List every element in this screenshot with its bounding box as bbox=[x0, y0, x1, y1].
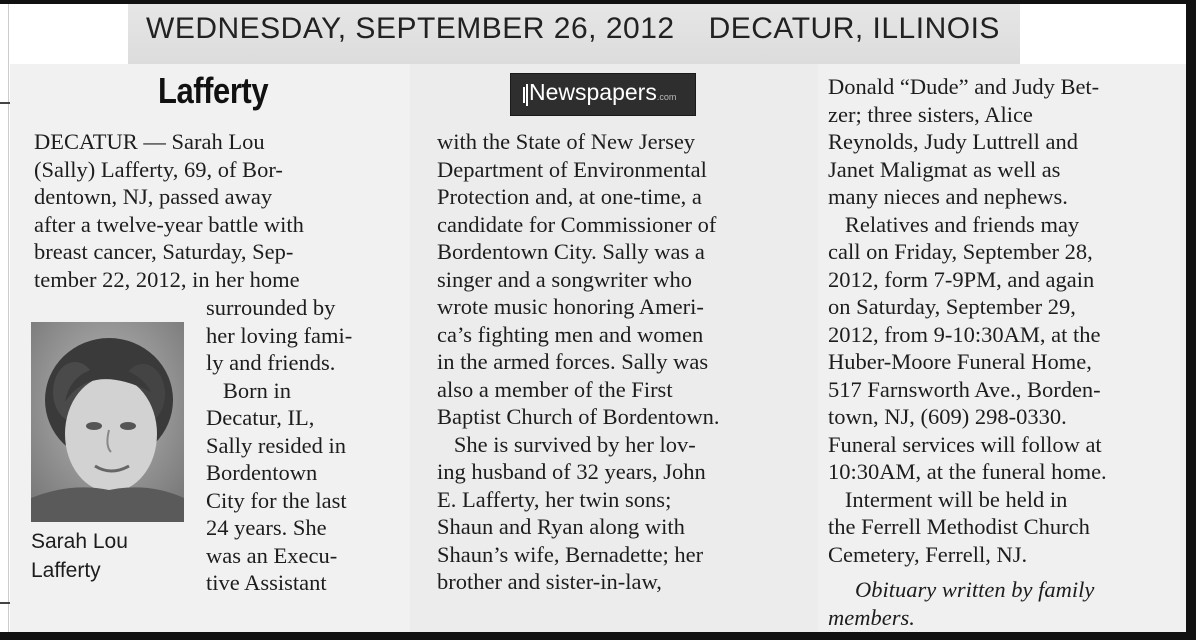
newspapers-watermark bbox=[510, 73, 696, 116]
newspapers-tld: .com bbox=[656, 92, 677, 102]
obituary-column-2: with the State of New Jersey Department of Environmental Protection and, at one-time, a candidate for Commissioner of Bordentown City. Sally was a singer and a songwriter who wrote music honoring Ameri- ca’s fighting men and women in the armed forces. Sally was also a member of the First Baptist Church of Bordentown. She is survived by her lov- ing husband of 32 years, John E. Lafferty, her twin sons; Shaun and Ryan along with Shaun’s wife, Bernadette; her brother and sister-in-law, bbox=[437, 129, 720, 594]
margin-tick bbox=[0, 602, 10, 604]
obituary-credit-line-1: Obituary written by family bbox=[855, 577, 1095, 602]
frame-border-bottom bbox=[0, 632, 1196, 640]
margin-tick bbox=[0, 102, 10, 104]
portrait-image bbox=[31, 322, 184, 522]
photo-caption: Sarah Lou Lafferty bbox=[31, 530, 128, 582]
publication-city: DECATUR, ILLINOIS bbox=[708, 12, 1000, 45]
portrait-photo bbox=[31, 322, 184, 522]
frame-border-top bbox=[0, 0, 1196, 4]
dateline bbox=[146, 12, 1000, 46]
publication-date: WEDNESDAY, SEPTEMBER 26, 2012 bbox=[146, 12, 675, 45]
obituary-credit-line-2: members. bbox=[828, 605, 915, 630]
obituary-column-1-top: DECATUR — Sarah Lou (Sally) Lafferty, 69, of Bor- dentown, NJ, passed away after a twelve-year battle with breast cancer, Saturday, Sep- tember 22, 2012, in her home bbox=[34, 129, 304, 292]
obituary-headline: Lafferty bbox=[158, 70, 269, 111]
obituary-column-1-side: surrounded by her loving fami- ly and friends. Born in Decatur, IL, Sally resided in Bordentown City for the last 24 years. She was an Execu- tive Assistant bbox=[206, 295, 353, 595]
newspapers-brand: Newspapers bbox=[529, 79, 657, 105]
newspapers-wordmark bbox=[529, 79, 676, 106]
left-margin bbox=[0, 0, 9, 640]
obituary-column-3: Donald “Dude” and Judy Bet- zer; three sisters, Alice Reynolds, Judy Luttrell and Janet Maligmat as well as many nieces and nephews. Relatives and friends may call on Friday, September 28, 2012, form 7-9PM, and again on Saturday, September 29, 2012, from 9-10:30AM, at the Huber-Moore Funeral Home, 517 Farnsworth Ave., Borden- town, NJ, (609) 298-0330. Funeral services will follow at 10:30AM, at the funeral home. Interment will be held in the Ferrell Methodist Church Cemetery, Ferrell, NJ. bbox=[828, 74, 1107, 567]
frame-border-right bbox=[1186, 0, 1196, 640]
